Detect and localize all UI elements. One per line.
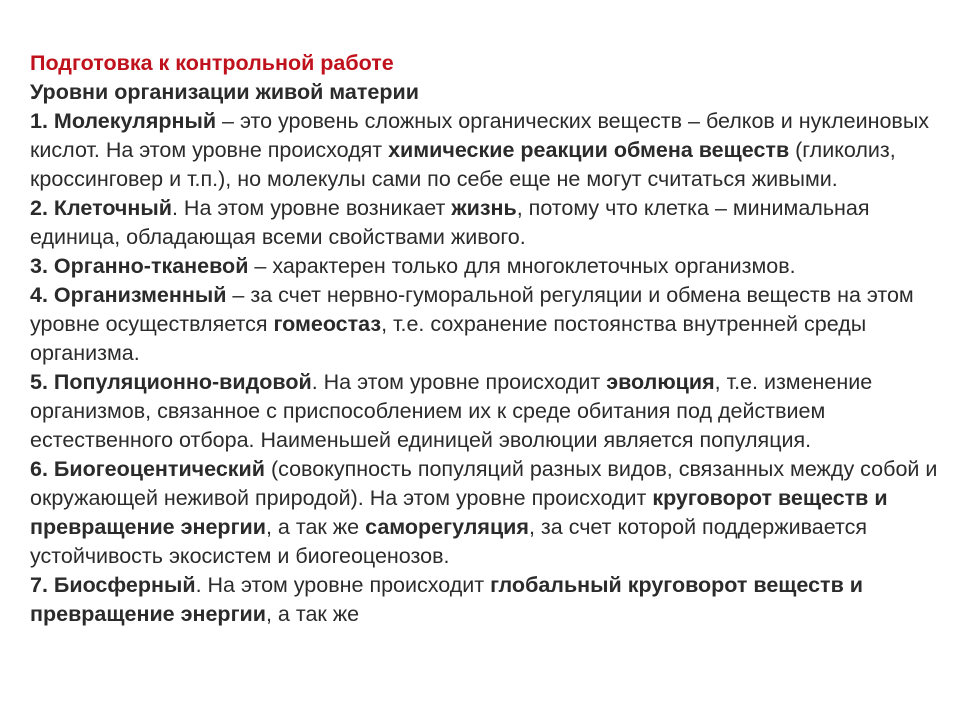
level-text: , т.е. изменение организмов, связанное с приспособлением их к среде обитания под действием естественного отбора. Наименьшей единицей эволюции является популяция. xyxy=(30,370,873,452)
level-name: 7. Биосферный xyxy=(30,573,196,597)
level-biogeocenotic xyxy=(30,455,955,571)
level-name: 5. Популяционно-видовой xyxy=(30,370,312,394)
level-key-term: жизнь xyxy=(451,196,517,220)
slide-content xyxy=(30,49,955,629)
level-molecular xyxy=(30,107,955,194)
level-name: 2. Клеточный xyxy=(30,196,172,220)
level-key-term: саморегуляция xyxy=(365,515,529,539)
level-text: . На этом уровне происходит xyxy=(311,370,607,394)
level-population-species xyxy=(30,368,955,455)
level-text: , а так же xyxy=(265,515,366,539)
level-name: 4. Организменный xyxy=(30,283,227,307)
level-biosphere xyxy=(30,571,955,629)
level-text: , потому что клетка – минимальная единица, обладающая всеми свойствами живого. xyxy=(30,196,870,249)
level-key-term: круговорот веществ и превращение энергии xyxy=(30,486,888,539)
page-subtitle: Уровни организации живой материи xyxy=(30,80,419,104)
level-key-term: гомеостаз xyxy=(273,312,382,336)
level-text: (совокупность популяций разных видов, связанных между собой и окружающей неживой природой). На этом уровне происходит xyxy=(30,457,938,510)
level-text: – характерен только для многоклеточных организмов. xyxy=(248,254,796,278)
level-key-term: химические реакции обмена веществ xyxy=(388,138,790,162)
level-key-term: глобальный круговорот веществ и превращение энергии xyxy=(30,573,863,626)
page-title: Подготовка к контрольной работе xyxy=(30,51,394,75)
level-organism xyxy=(30,281,955,368)
level-name: 6. Биогеоцентический xyxy=(30,457,265,481)
level-text: , а так же xyxy=(265,602,360,626)
level-name: 1. Молекулярный xyxy=(30,109,217,133)
level-text: . На этом уровне происходит xyxy=(195,573,491,597)
level-cellular xyxy=(30,194,955,252)
level-key-term: эволюция xyxy=(606,370,715,394)
level-text: , т.е. сохранение постоянства внутренней среды организма. xyxy=(30,312,867,365)
level-text: (гликолиз, кроссинговер и т.п.), но молекулы сами по себе еще не могут считаться живыми. xyxy=(30,138,896,191)
level-text: . На этом уровне возникает xyxy=(171,196,452,220)
level-name: 3. Органно-тканевой xyxy=(30,254,249,278)
level-text: – за счет нервно-гуморальной регуляции и обмена веществ на этом уровне осуществляется xyxy=(30,283,914,336)
level-text: – это уровень сложных органических веществ – белков и нуклеиновых кислот. На этом уровне происходят xyxy=(30,109,930,162)
level-text: , за счет которой поддерживается устойчивость экосистем и биогеоценозов. xyxy=(30,515,867,568)
level-organ-tissue xyxy=(30,252,955,281)
